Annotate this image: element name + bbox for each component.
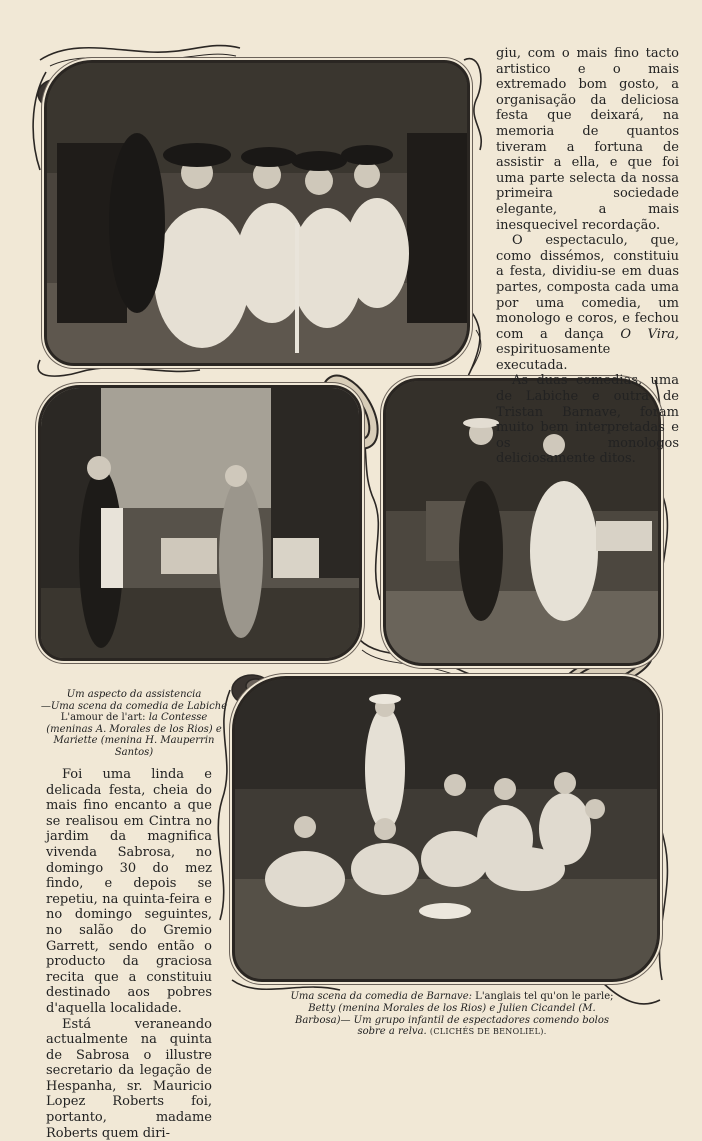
caption-photo-credit: (CLICHÉS DE BENOLIEL).	[430, 1027, 547, 1036]
caption-barnave-children	[288, 991, 616, 1038]
caption-cast: la Contesse (meninas A. Morales de los Rios) e Mariette (menina H. Mauperrin Santos)	[46, 712, 222, 758]
photo-labiche-scene	[38, 385, 362, 661]
paragraph-comedies: As duas comedias, uma de Labiche e outra de Tristan Barnave, foram muito bem interpretadas e os monologos deliciosamente ditos.	[496, 373, 679, 467]
paragraph-continuation: giu, com o mais fino tacto artistico e o mais extremado bom gosto, a organisação da deliciosa festa que deixará, na memoria de quantos tiveram a fortuna de assistir a ella, e que foi uma parte selecta da nossa primeira sociedade elegante, a mais inesquecivel recordação.	[496, 46, 679, 233]
caption-audience-labiche	[40, 689, 228, 759]
caption-line-labiche: —Uma scena da comedia de Labiche	[40, 701, 228, 713]
dance-name: O Vira,	[620, 327, 679, 342]
caption-line-cast	[40, 712, 228, 758]
photo-audience	[44, 60, 470, 366]
caption-barnave-intro: Uma scena da comedia de Barnave:	[290, 991, 472, 1002]
paragraph-festa: Foi uma linda e delicada festa, cheia do mais fino encanto a que se realisou em Cintra no jardim da magnifica vivenda Sabrosa, no domingo 30 do mez findo, e depois se repetiu, na quinta-feira e no domingo seguintes, no salão do Gremio Garrett, sendo então o producto da graciosa recita que a constituiu destinado aos pobres d'aquella localidade.	[46, 767, 212, 1017]
caption-barnave-title: L'anglais tel qu'on le parle;	[475, 991, 613, 1002]
paragraph-spectacle	[496, 233, 679, 373]
article-column-left	[46, 767, 212, 1141]
caption-barnave-cast: Betty (menina Morales de los Rios) e Julien Cicandel (M. Barbosa)— Um grupo infantil de espectadores comendo bolos sobre a relva.	[295, 1003, 609, 1038]
caption-line-audience: Um aspecto da assistencia	[40, 689, 228, 701]
photo-children-group	[232, 676, 660, 982]
caption-play-title: L'amour de l'art:	[61, 712, 146, 723]
paragraph-spectacle-text: O espectaculo, que, como dissémos, constituiu a festa, dividiu-se em duas partes, composta cada uma por uma comedia, um monologo e coros, e fechou com a dança	[496, 233, 679, 342]
article-column-right	[496, 46, 679, 467]
dance-suffix: espirituosamente executada.	[496, 342, 610, 373]
paragraph-sabrosa: Está veraneando actualmente na quinta de Sabrosa o illustre secretario da legação de Hespanha, sr. Mauricio Lopez Roberts foi, portanto, madame Roberts quem diri-	[46, 1017, 212, 1141]
